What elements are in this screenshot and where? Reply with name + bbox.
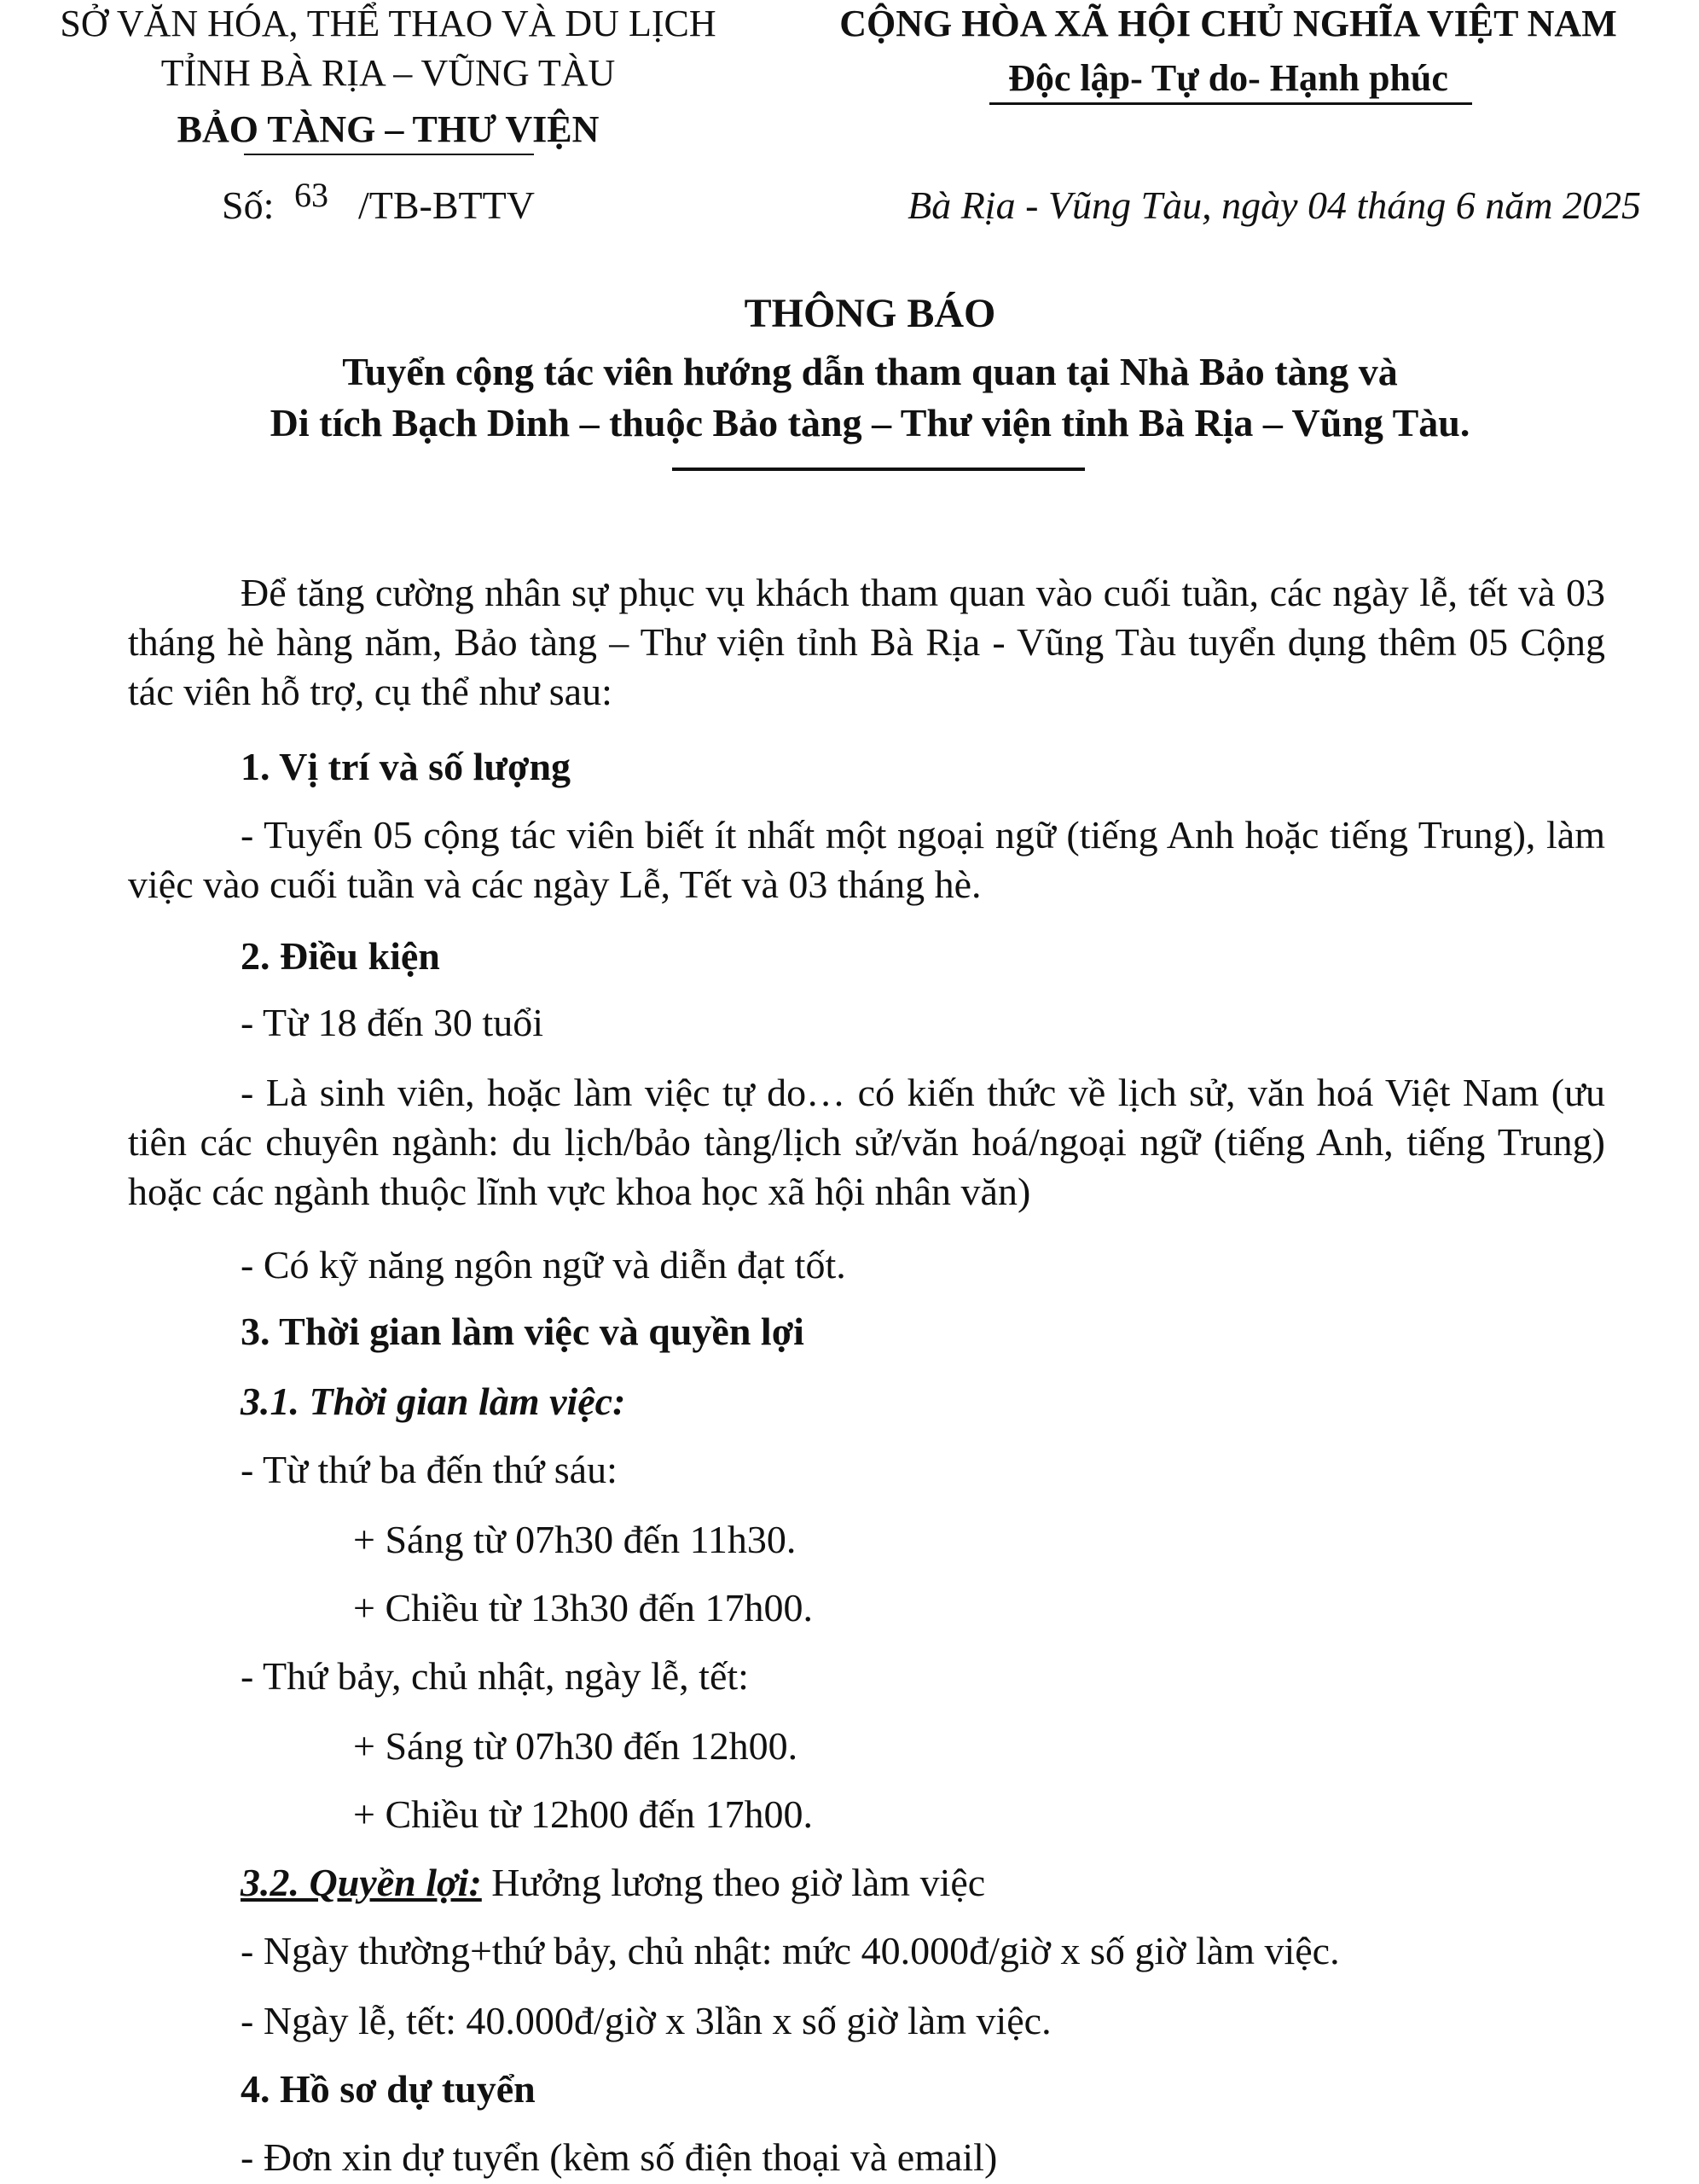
section-3-heading: 3. Thời gian làm việc và quyền lợi — [241, 1310, 804, 1353]
weekday-afternoon: + Chiều từ 13h30 đến 17h00. — [353, 1586, 813, 1629]
section-1-heading: 1. Vị trí và số lượng — [241, 745, 571, 788]
doc-subtitle-2: Di tích Bạch Dinh – thuộc Bảo tàng – Thư viện tỉnh Bà Rịa – Vũng Tàu. — [270, 401, 1470, 444]
weekend-label: - Thứ bảy, chủ nhật, ngày lễ, tết: — [241, 1654, 749, 1698]
motto-underline — [989, 102, 1472, 105]
weekend-morning: + Sáng từ 07h30 đến 12h00. — [353, 1724, 798, 1768]
doc-subtitle-1: Tuyển cộng tác viên hướng dẫn tham quan tại Nhà Bảo tàng và — [342, 350, 1398, 393]
agency-underline — [244, 154, 534, 155]
background-condition: - Là sinh viên, hoặc làm việc tự do… có kiến thức về lịch sử, văn hoá Việt Nam (ưu tiên các chuyên ngành: du lịch/bảo tàng/lịch sử/văn hoá/ngoại ngữ (tiếng Anh, tiếng Trung) hoặc các ngành thuộc lĩnh vực khoa học xã hội nhân văn) — [128, 1071, 1605, 1213]
benefits-line — [241, 1858, 985, 1908]
pay-holiday: - Ngày lễ, tết: 40.000đ/giờ x 3lần x số giờ làm việc. — [241, 1999, 1052, 2042]
doc-number-suffix: /TB-BTTV — [358, 183, 535, 227]
intro-paragraph: Để tăng cường nhân sự phục vụ khách tham quan vào cuối tuần, các ngày lễ, tết và 03 tháng hè hàng năm, Bảo tàng – Thư viện tỉnh Bà Rịa - Vũng Tàu tuyển dụng thêm 05 Cộng tác viên hỗ trợ, cụ thể như sau: — [128, 571, 1605, 713]
section-3-1-heading: 3.1. Thời gian làm việc: — [241, 1380, 626, 1423]
doc-number-label: Số: — [222, 183, 275, 227]
pay-normal: - Ngày thường+thứ bảy, chủ nhật: mức 40.000đ/giờ x số giờ làm việc. — [241, 1929, 1340, 1972]
section-1-text: - Tuyển 05 cộng tác viên biết ít nhất một ngoại ngữ (tiếng Anh hoặc tiếng Trung), làm việc vào cuối tuần và các ngày Lễ, Tết và 03 tháng hè. — [128, 813, 1605, 906]
doc-title: THÔNG BÁO — [744, 291, 996, 336]
nation-title: CỘNG HÒA XÃ HỘI CHỦ NGHĨA VIỆT NAM — [839, 3, 1617, 44]
place-date: Bà Rịa - Vũng Tàu, ngày 04 tháng 6 năm 2025 — [907, 183, 1641, 227]
section-2-heading: 2. Điều kiện — [241, 934, 440, 978]
weekday-morning: + Sáng từ 07h30 đến 11h30. — [353, 1518, 797, 1561]
nation-motto: Độc lập- Tự do- Hạnh phúc — [1008, 57, 1448, 99]
agency-line1: SỞ VĂN HÓA, THỂ THAO VÀ DU LỊCH — [60, 3, 716, 44]
weekday-label: - Từ thứ ba đến thứ sáu: — [241, 1448, 618, 1491]
section-3-2-heading: 3.2. Quyền lợi: — [241, 1861, 482, 1904]
age-condition: - Từ 18 đến 30 tuổi — [241, 1001, 543, 1044]
agency-line2: TỈNH BÀ RỊA – VŨNG TÀU — [160, 52, 616, 94]
title-divider — [672, 468, 1085, 471]
agency-line3: BẢO TÀNG – THƯ VIỆN — [177, 108, 600, 150]
benefits-text: Hưởng lương theo giờ làm việc — [481, 1861, 986, 1904]
doc-number-value: 63 — [294, 176, 328, 214]
section-4-heading: 4. Hồ sơ dự tuyển — [241, 2067, 536, 2111]
skill-condition: - Có kỹ năng ngôn ngữ và diễn đạt tốt. — [241, 1243, 846, 1287]
weekend-afternoon: + Chiều từ 12h00 đến 17h00. — [353, 1792, 813, 1836]
application-item-1: - Đơn xin dự tuyển (kèm số điện thoại và email) — [241, 2135, 998, 2179]
